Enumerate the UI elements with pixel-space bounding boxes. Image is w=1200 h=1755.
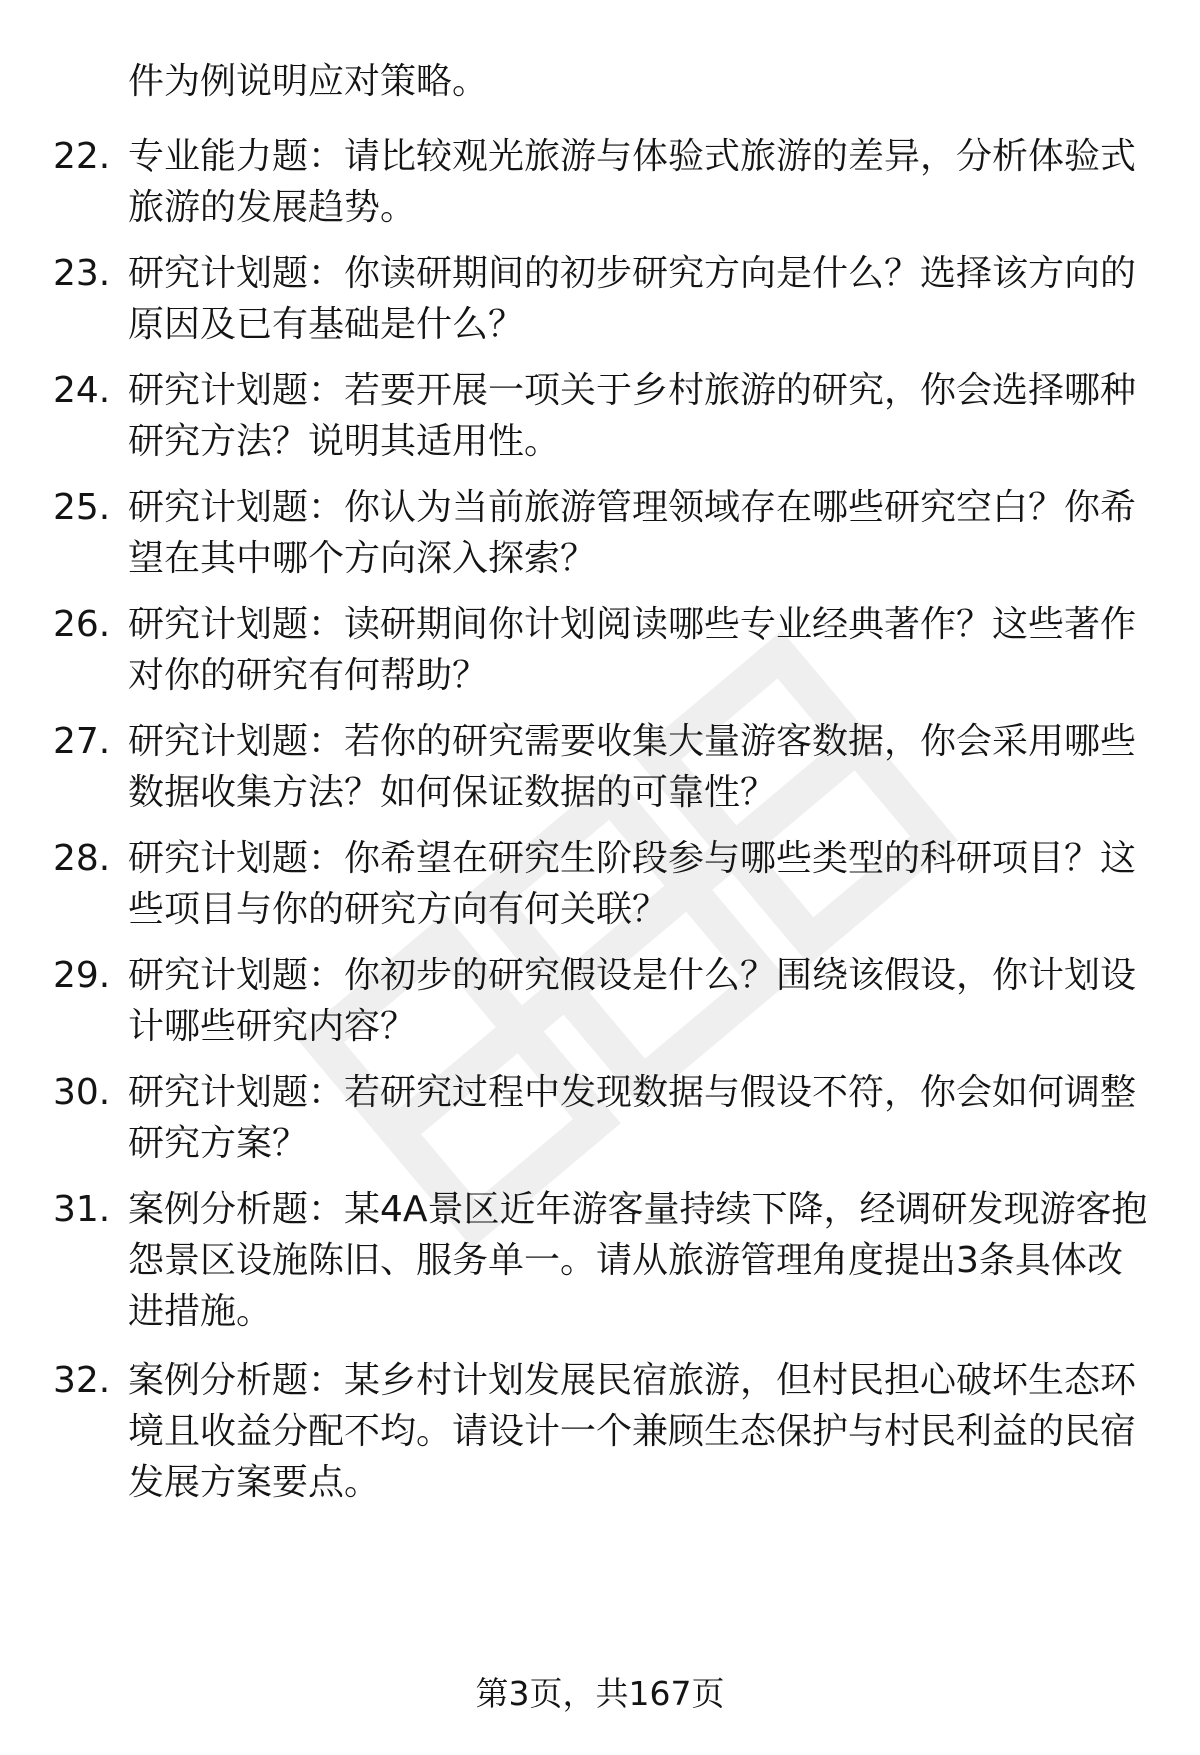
question-text: 研究计划题：若你的研究需要收集大量游客数据，你会采用哪些数据收集方法？如何保证数据的可靠性？ bbox=[128, 721, 1137, 813]
question-number: 27. bbox=[53, 721, 111, 762]
question-number: 29. bbox=[53, 955, 111, 996]
question-text: 案例分析题：某4A景区近年游客量持续下降，经调研发现游客抱怨景区设施陈旧、服务单一。请从旅游管理角度提出3条具体改进措施。 bbox=[128, 1189, 1148, 1332]
question-text: 研究计划题：你读研期间的初步研究方向是什么？选择该方向的原因及已有基础是什么？ bbox=[128, 253, 1137, 345]
question-text: 研究计划题：你初步的研究假设是什么？围绕该假设，你计划设计哪些研究内容？ bbox=[128, 955, 1137, 1047]
question-number: 31. bbox=[53, 1189, 111, 1230]
question-text: 研究计划题：读研期间你计划阅读哪些专业经典著作？这些著作对你的研究有何帮助？ bbox=[128, 604, 1137, 696]
question-text: 研究计划题：若研究过程中发现数据与假设不符，你会如何调整研究方案？ bbox=[128, 1072, 1137, 1164]
question-number: 30. bbox=[53, 1072, 111, 1113]
question-number: 26. bbox=[53, 604, 111, 645]
question-text: 专业能力题：请比较观光旅游与体验式旅游的差异，分析体验式旅游的发展趋势。 bbox=[128, 136, 1137, 228]
question-number: 22. bbox=[53, 136, 111, 177]
continued-text: 件为例说明应对策略。 bbox=[128, 61, 489, 102]
question-text: 研究计划题：若要开展一项关于乡村旅游的研究，你会选择哪种研究方法？说明其适用性。 bbox=[128, 370, 1137, 462]
question-number: 28. bbox=[53, 838, 111, 879]
question-number: 24. bbox=[53, 370, 111, 411]
question-number: 23. bbox=[53, 253, 111, 294]
question-text: 研究计划题：你认为当前旅游管理领域存在哪些研究空白？你希望在其中哪个方向深入探索？ bbox=[128, 487, 1137, 579]
question-number: 32. bbox=[53, 1360, 111, 1401]
question-number: 25. bbox=[53, 487, 111, 528]
question-text: 案例分析题：某乡村计划发展民宿旅游，但村民担心破坏生态环境且收益分配不均。请设计一个兼顾生态保护与村民利益的民宿发展方案要点。 bbox=[128, 1360, 1137, 1503]
page-footer: 第3页，共167页 bbox=[475, 1674, 725, 1713]
question-text: 研究计划题：你希望在研究生阶段参与哪些类型的科研项目？这些项目与你的研究方向有何关联？ bbox=[128, 838, 1137, 930]
